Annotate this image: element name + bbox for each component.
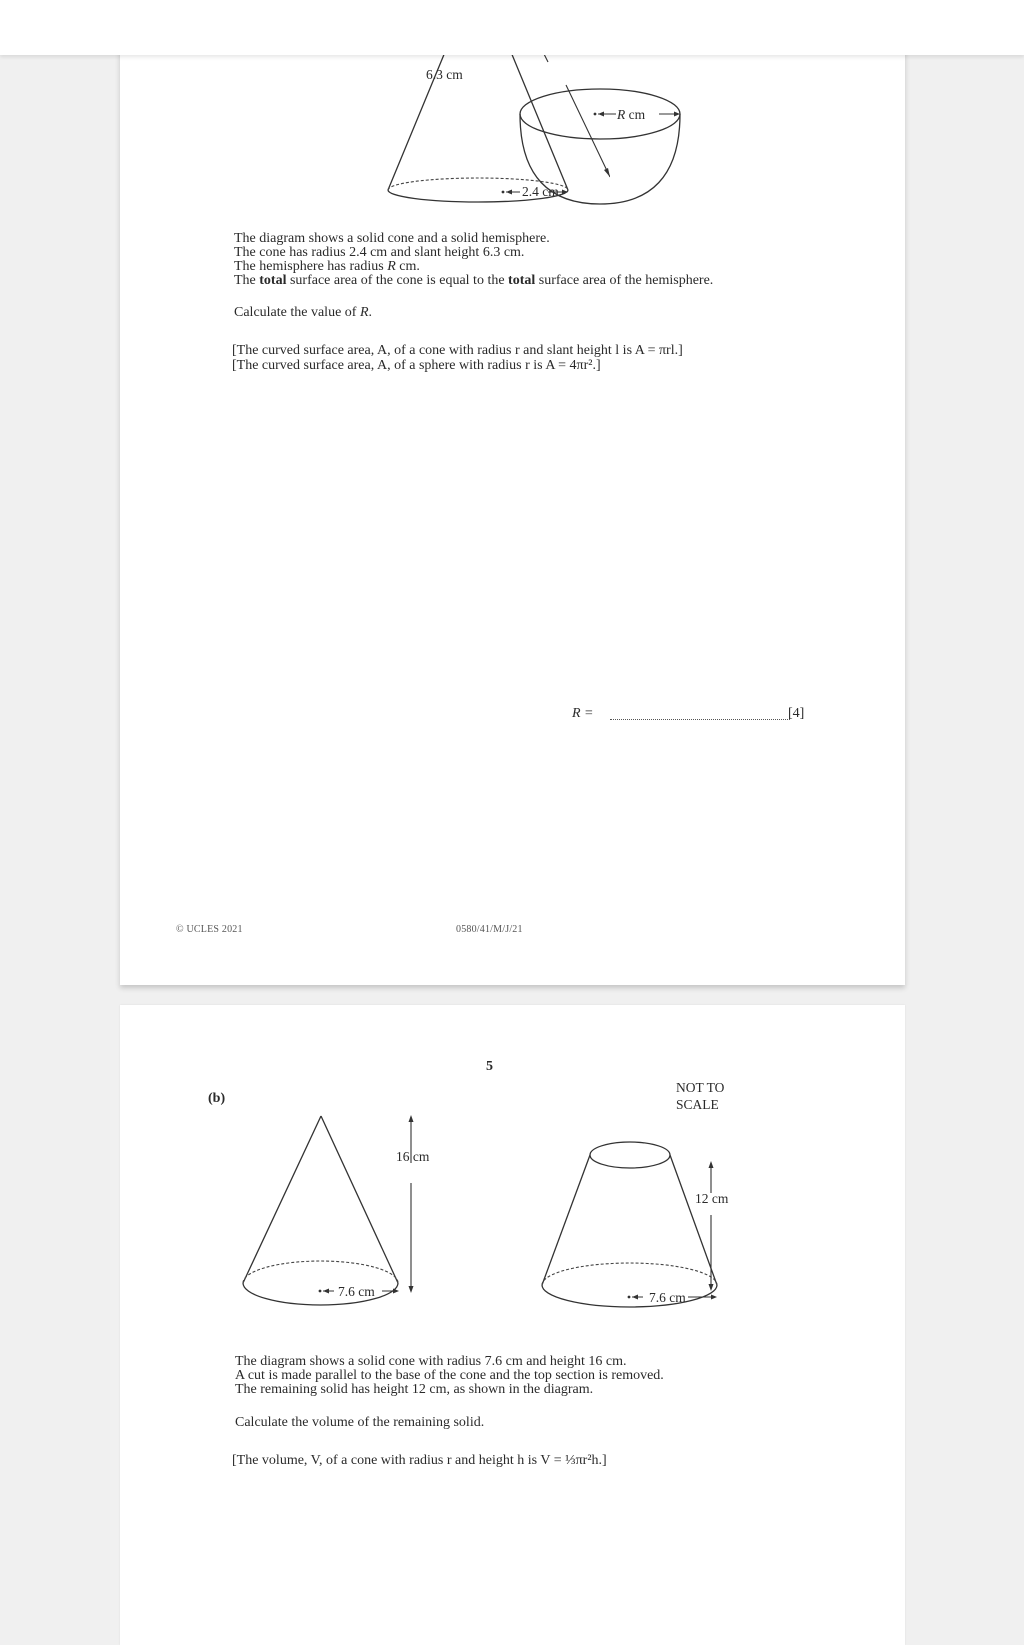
viewer-top-bar [0,0,1024,55]
question-text-line-4 [234,273,713,288]
radius-variable: R [617,107,626,122]
variable-r: R [359,305,369,320]
question-text-line-3: The remaining solid has height 12 cm, as shown in the diagram. [235,1382,594,1397]
text-fragment: The [234,273,260,288]
cone-height-label: 16 cm [396,1149,430,1164]
text-fragment: surface area of the hemisphere. [535,273,714,288]
cone-radius-label: 2.4 cm [522,184,559,199]
frustum-height-label: 12 cm [695,1191,729,1206]
hemisphere-diagram [505,82,695,212]
text-fragment: Calculate the value of [234,305,360,320]
frustum-diagram [535,1135,745,1335]
answer-label: R = [572,706,594,721]
frustum-radius-label: 7.6 cm [649,1290,686,1305]
page-number: 5 [486,1059,493,1074]
document-page-4 [120,0,905,985]
question-text-line-2: A cut is made parallel to the base of the cone and the top section is removed. [235,1368,664,1383]
formula-cone-volume: [The volume, V, of a cone with radius r and height h is V = ⅓πr²h.] [232,1453,607,1468]
formula-sphere-curved-area: [The curved surface area, A, of a sphere with radius r is A = 4πr².] [232,358,601,373]
footer-paper-code: 0580/41/M/J/21 [456,924,523,935]
document-page-5 [120,1005,905,1645]
bold-total: total [508,273,536,288]
not-to-scale-line-1: NOT TO [676,1080,725,1095]
marks: [4] [788,706,805,721]
question-text-line-3 [234,259,420,274]
part-label: (b) [208,1091,226,1106]
hemisphere-radius-label [617,107,645,122]
calculate-instruction [234,305,372,320]
text-fragment: cm. [395,259,420,274]
radius-unit: cm [625,107,646,122]
not-to-scale-line-2: SCALE [676,1097,719,1112]
text-fragment: . [368,305,373,320]
question-text-line-1: The diagram shows a solid cone with radius 7.6 cm and height 16 cm. [235,1354,627,1369]
variable-r: R [387,259,396,274]
cone-radius-label: 7.6 cm [338,1284,375,1299]
footer-copyright: © UCLES 2021 [176,924,243,935]
formula-cone-curved-area: [The curved surface area, A, of a cone with radius r and slant height l is A = πrl.] [232,343,683,358]
bold-total: total [259,273,287,288]
text-fragment: surface area of the cone is equal to the [286,273,509,288]
full-cone-diagram [235,1105,435,1335]
answer-line[interactable] [610,718,790,720]
text-fragment: The hemisphere has radius [234,259,388,274]
question-text-line-2: The cone has radius 2.4 cm and slant height 6.3 cm. [234,245,525,260]
question-text-line-1: The diagram shows a solid cone and a solid hemisphere. [234,231,550,246]
not-to-scale-note [676,1079,724,1113]
calculate-instruction: Calculate the volume of the remaining solid. [235,1415,485,1430]
cone-slant-label: 6.3 cm [426,67,463,82]
